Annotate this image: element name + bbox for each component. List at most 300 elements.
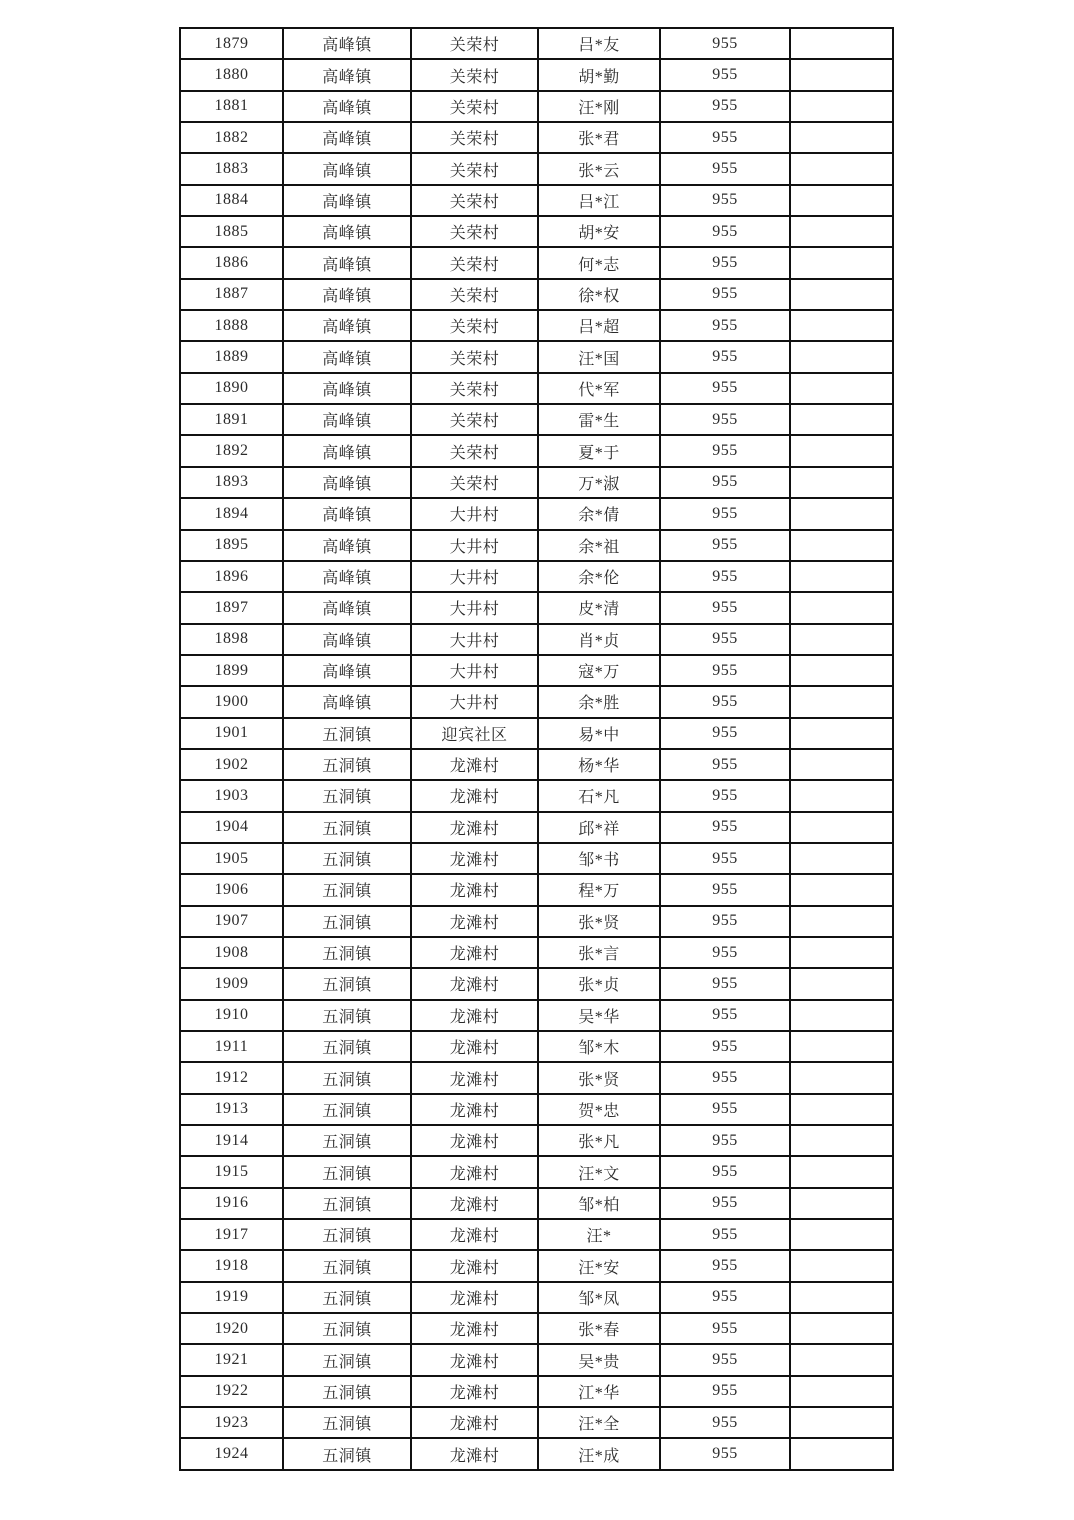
- village-cell: 龙滩村: [411, 968, 538, 999]
- note-cell: [790, 185, 893, 216]
- note-cell: [790, 216, 893, 247]
- note-cell: [790, 874, 893, 905]
- note-cell: [790, 28, 893, 59]
- table-row: [180, 1250, 893, 1281]
- town-cell: 五洞镇: [283, 1062, 411, 1093]
- seq-cell: 1891: [180, 404, 283, 435]
- seq-cell: 1920: [180, 1313, 283, 1344]
- seq-cell: 1902: [180, 749, 283, 780]
- roster-table-container: [179, 27, 894, 1471]
- village-cell: 龙滩村: [411, 1125, 538, 1156]
- town-cell: 五洞镇: [283, 1125, 411, 1156]
- note-cell: [790, 592, 893, 623]
- seq-cell: 1922: [180, 1376, 283, 1407]
- seq-cell: 1907: [180, 906, 283, 937]
- seq-cell: 1890: [180, 373, 283, 404]
- town-cell: 五洞镇: [283, 1000, 411, 1031]
- town-cell: 高峰镇: [283, 310, 411, 341]
- village-cell: 大井村: [411, 624, 538, 655]
- value-cell: 955: [660, 216, 790, 247]
- village-cell: 关荣村: [411, 404, 538, 435]
- town-cell: 高峰镇: [283, 91, 411, 122]
- table-row: [180, 937, 893, 968]
- village-cell: 龙滩村: [411, 843, 538, 874]
- town-cell: 五洞镇: [283, 1407, 411, 1438]
- seq-cell: 1888: [180, 310, 283, 341]
- name-cell: 汪*成: [538, 1438, 660, 1469]
- table-row: [180, 28, 893, 59]
- name-cell: 万*淑: [538, 467, 660, 498]
- table-row: [180, 1344, 893, 1375]
- note-cell: [790, 968, 893, 999]
- table-row: [180, 310, 893, 341]
- town-cell: 五洞镇: [283, 1156, 411, 1187]
- village-cell: 大井村: [411, 530, 538, 561]
- seq-cell: 1881: [180, 91, 283, 122]
- village-cell: 大井村: [411, 561, 538, 592]
- value-cell: 955: [660, 373, 790, 404]
- table-row: [180, 780, 893, 811]
- note-cell: [790, 812, 893, 843]
- town-cell: 五洞镇: [283, 937, 411, 968]
- town-cell: 五洞镇: [283, 843, 411, 874]
- town-cell: 高峰镇: [283, 467, 411, 498]
- town-cell: 高峰镇: [283, 247, 411, 278]
- table-row: [180, 718, 893, 749]
- seq-cell: 1884: [180, 185, 283, 216]
- town-cell: 高峰镇: [283, 624, 411, 655]
- table-row: [180, 1000, 893, 1031]
- town-cell: 五洞镇: [283, 1376, 411, 1407]
- seq-cell: 1924: [180, 1438, 283, 1469]
- value-cell: 955: [660, 718, 790, 749]
- seq-cell: 1910: [180, 1000, 283, 1031]
- seq-cell: 1909: [180, 968, 283, 999]
- town-cell: 五洞镇: [283, 906, 411, 937]
- village-cell: 大井村: [411, 655, 538, 686]
- value-cell: 955: [660, 749, 790, 780]
- village-cell: 龙滩村: [411, 1000, 538, 1031]
- village-cell: 关荣村: [411, 341, 538, 372]
- name-cell: 张*贤: [538, 906, 660, 937]
- village-cell: 关荣村: [411, 247, 538, 278]
- table-row: [180, 185, 893, 216]
- name-cell: 汪*国: [538, 341, 660, 372]
- name-cell: 邹*凤: [538, 1282, 660, 1313]
- name-cell: 汪*: [538, 1219, 660, 1250]
- note-cell: [790, 59, 893, 90]
- town-cell: 五洞镇: [283, 1313, 411, 1344]
- seq-cell: 1911: [180, 1031, 283, 1062]
- table-row: [180, 592, 893, 623]
- village-cell: 龙滩村: [411, 1188, 538, 1219]
- town-cell: 高峰镇: [283, 122, 411, 153]
- note-cell: [790, 937, 893, 968]
- table-row: [180, 467, 893, 498]
- table-row: [180, 530, 893, 561]
- value-cell: 955: [660, 624, 790, 655]
- town-cell: 五洞镇: [283, 780, 411, 811]
- village-cell: 龙滩村: [411, 1407, 538, 1438]
- value-cell: 955: [660, 404, 790, 435]
- village-cell: 大井村: [411, 592, 538, 623]
- name-cell: 邹*柏: [538, 1188, 660, 1219]
- town-cell: 五洞镇: [283, 1438, 411, 1469]
- table-row: [180, 686, 893, 717]
- note-cell: [790, 1000, 893, 1031]
- value-cell: 955: [660, 91, 790, 122]
- value-cell: 955: [660, 279, 790, 310]
- name-cell: 张*春: [538, 1313, 660, 1344]
- name-cell: 吕*友: [538, 28, 660, 59]
- table-row: [180, 1188, 893, 1219]
- village-cell: 关荣村: [411, 59, 538, 90]
- note-cell: [790, 1156, 893, 1187]
- table-row: [180, 404, 893, 435]
- table-row: [180, 153, 893, 184]
- village-cell: 龙滩村: [411, 1376, 538, 1407]
- seq-cell: 1899: [180, 655, 283, 686]
- name-cell: 雷*生: [538, 404, 660, 435]
- table-row: [180, 749, 893, 780]
- note-cell: [790, 1438, 893, 1469]
- village-cell: 龙滩村: [411, 812, 538, 843]
- table-row: [180, 91, 893, 122]
- seq-cell: 1914: [180, 1125, 283, 1156]
- town-cell: 高峰镇: [283, 185, 411, 216]
- note-cell: [790, 749, 893, 780]
- village-cell: 关荣村: [411, 28, 538, 59]
- name-cell: 吴*贵: [538, 1344, 660, 1375]
- town-cell: 高峰镇: [283, 655, 411, 686]
- town-cell: 五洞镇: [283, 1188, 411, 1219]
- name-cell: 肖*贞: [538, 624, 660, 655]
- village-cell: 龙滩村: [411, 937, 538, 968]
- town-cell: 五洞镇: [283, 718, 411, 749]
- village-cell: 大井村: [411, 498, 538, 529]
- table-row: [180, 624, 893, 655]
- village-cell: 龙滩村: [411, 1250, 538, 1281]
- note-cell: [790, 1407, 893, 1438]
- note-cell: [790, 247, 893, 278]
- table-row: [180, 122, 893, 153]
- name-cell: 余*倩: [538, 498, 660, 529]
- value-cell: 955: [660, 1062, 790, 1093]
- value-cell: 955: [660, 655, 790, 686]
- note-cell: [790, 843, 893, 874]
- village-cell: 大井村: [411, 686, 538, 717]
- value-cell: 955: [660, 28, 790, 59]
- town-cell: 高峰镇: [283, 216, 411, 247]
- seq-cell: 1880: [180, 59, 283, 90]
- value-cell: 955: [660, 530, 790, 561]
- value-cell: 955: [660, 843, 790, 874]
- note-cell: [790, 435, 893, 466]
- town-cell: 高峰镇: [283, 686, 411, 717]
- name-cell: 江*华: [538, 1376, 660, 1407]
- seq-cell: 1885: [180, 216, 283, 247]
- value-cell: 955: [660, 1407, 790, 1438]
- note-cell: [790, 1094, 893, 1125]
- name-cell: 胡*勤: [538, 59, 660, 90]
- village-cell: 龙滩村: [411, 874, 538, 905]
- value-cell: 955: [660, 1094, 790, 1125]
- note-cell: [790, 655, 893, 686]
- name-cell: 吕*超: [538, 310, 660, 341]
- seq-cell: 1882: [180, 122, 283, 153]
- value-cell: 955: [660, 498, 790, 529]
- seq-cell: 1918: [180, 1250, 283, 1281]
- village-cell: 关荣村: [411, 279, 538, 310]
- village-cell: 龙滩村: [411, 1344, 538, 1375]
- town-cell: 高峰镇: [283, 530, 411, 561]
- town-cell: 高峰镇: [283, 592, 411, 623]
- note-cell: [790, 404, 893, 435]
- table-row: [180, 373, 893, 404]
- village-cell: 龙滩村: [411, 906, 538, 937]
- name-cell: 汪*刚: [538, 91, 660, 122]
- town-cell: 五洞镇: [283, 1250, 411, 1281]
- name-cell: 杨*华: [538, 749, 660, 780]
- village-cell: 关荣村: [411, 122, 538, 153]
- note-cell: [790, 780, 893, 811]
- town-cell: 五洞镇: [283, 874, 411, 905]
- name-cell: 汪*安: [538, 1250, 660, 1281]
- seq-cell: 1886: [180, 247, 283, 278]
- village-cell: 龙滩村: [411, 749, 538, 780]
- table-row: [180, 341, 893, 372]
- note-cell: [790, 91, 893, 122]
- name-cell: 邹*书: [538, 843, 660, 874]
- name-cell: 石*凡: [538, 780, 660, 811]
- value-cell: 955: [660, 1438, 790, 1469]
- value-cell: 955: [660, 247, 790, 278]
- table-row: [180, 1031, 893, 1062]
- note-cell: [790, 153, 893, 184]
- village-cell: 龙滩村: [411, 1031, 538, 1062]
- village-cell: 关荣村: [411, 153, 538, 184]
- value-cell: 955: [660, 1250, 790, 1281]
- value-cell: 955: [660, 467, 790, 498]
- seq-cell: 1905: [180, 843, 283, 874]
- town-cell: 五洞镇: [283, 1219, 411, 1250]
- seq-cell: 1921: [180, 1344, 283, 1375]
- name-cell: 代*军: [538, 373, 660, 404]
- seq-cell: 1883: [180, 153, 283, 184]
- village-cell: 关荣村: [411, 91, 538, 122]
- name-cell: 余*伦: [538, 561, 660, 592]
- value-cell: 955: [660, 310, 790, 341]
- name-cell: 邹*木: [538, 1031, 660, 1062]
- table-row: [180, 874, 893, 905]
- name-cell: 寇*万: [538, 655, 660, 686]
- town-cell: 高峰镇: [283, 561, 411, 592]
- seq-cell: 1906: [180, 874, 283, 905]
- note-cell: [790, 624, 893, 655]
- value-cell: 955: [660, 968, 790, 999]
- value-cell: 955: [660, 812, 790, 843]
- seq-cell: 1879: [180, 28, 283, 59]
- table-row: [180, 1407, 893, 1438]
- name-cell: 余*祖: [538, 530, 660, 561]
- seq-cell: 1912: [180, 1062, 283, 1093]
- seq-cell: 1913: [180, 1094, 283, 1125]
- note-cell: [790, 1313, 893, 1344]
- note-cell: [790, 1250, 893, 1281]
- value-cell: 955: [660, 1188, 790, 1219]
- table-row: [180, 561, 893, 592]
- town-cell: 高峰镇: [283, 373, 411, 404]
- value-cell: 955: [660, 780, 790, 811]
- name-cell: 程*万: [538, 874, 660, 905]
- table-row: [180, 279, 893, 310]
- table-row: [180, 1094, 893, 1125]
- value-cell: 955: [660, 1313, 790, 1344]
- town-cell: 五洞镇: [283, 1282, 411, 1313]
- note-cell: [790, 1188, 893, 1219]
- town-cell: 高峰镇: [283, 435, 411, 466]
- note-cell: [790, 279, 893, 310]
- name-cell: 张*君: [538, 122, 660, 153]
- seq-cell: 1915: [180, 1156, 283, 1187]
- name-cell: 吕*江: [538, 185, 660, 216]
- town-cell: 五洞镇: [283, 1031, 411, 1062]
- value-cell: 955: [660, 906, 790, 937]
- name-cell: 皮*清: [538, 592, 660, 623]
- value-cell: 955: [660, 153, 790, 184]
- table-row: [180, 1219, 893, 1250]
- table-row: [180, 216, 893, 247]
- note-cell: [790, 498, 893, 529]
- note-cell: [790, 1219, 893, 1250]
- seq-cell: 1889: [180, 341, 283, 372]
- seq-cell: 1904: [180, 812, 283, 843]
- town-cell: 五洞镇: [283, 812, 411, 843]
- value-cell: 955: [660, 1156, 790, 1187]
- table-row: [180, 1313, 893, 1344]
- name-cell: 夏*于: [538, 435, 660, 466]
- seq-cell: 1916: [180, 1188, 283, 1219]
- seq-cell: 1901: [180, 718, 283, 749]
- seq-cell: 1908: [180, 937, 283, 968]
- village-cell: 龙滩村: [411, 1094, 538, 1125]
- table-row: [180, 812, 893, 843]
- village-cell: 龙滩村: [411, 780, 538, 811]
- village-cell: 龙滩村: [411, 1219, 538, 1250]
- town-cell: 五洞镇: [283, 968, 411, 999]
- value-cell: 955: [660, 1000, 790, 1031]
- village-cell: 龙滩村: [411, 1282, 538, 1313]
- seq-cell: 1923: [180, 1407, 283, 1438]
- village-cell: 关荣村: [411, 467, 538, 498]
- seq-cell: 1897: [180, 592, 283, 623]
- note-cell: [790, 1031, 893, 1062]
- table-row: [180, 843, 893, 874]
- value-cell: 955: [660, 122, 790, 153]
- note-cell: [790, 1344, 893, 1375]
- village-cell: 关荣村: [411, 185, 538, 216]
- name-cell: 余*胜: [538, 686, 660, 717]
- seq-cell: 1894: [180, 498, 283, 529]
- note-cell: [790, 718, 893, 749]
- note-cell: [790, 561, 893, 592]
- note-cell: [790, 1062, 893, 1093]
- seq-cell: 1895: [180, 530, 283, 561]
- table-row: [180, 906, 893, 937]
- table-body: [180, 28, 893, 1470]
- name-cell: 邱*祥: [538, 812, 660, 843]
- note-cell: [790, 1282, 893, 1313]
- town-cell: 五洞镇: [283, 749, 411, 780]
- value-cell: 955: [660, 1344, 790, 1375]
- value-cell: 955: [660, 1219, 790, 1250]
- name-cell: 胡*安: [538, 216, 660, 247]
- value-cell: 955: [660, 341, 790, 372]
- town-cell: 高峰镇: [283, 404, 411, 435]
- town-cell: 高峰镇: [283, 341, 411, 372]
- table-row: [180, 435, 893, 466]
- note-cell: [790, 1376, 893, 1407]
- value-cell: 955: [660, 59, 790, 90]
- name-cell: 何*志: [538, 247, 660, 278]
- value-cell: 955: [660, 592, 790, 623]
- note-cell: [790, 122, 893, 153]
- table-row: [180, 1438, 893, 1469]
- seq-cell: 1898: [180, 624, 283, 655]
- name-cell: 吴*华: [538, 1000, 660, 1031]
- name-cell: 汪*文: [538, 1156, 660, 1187]
- town-cell: 五洞镇: [283, 1344, 411, 1375]
- note-cell: [790, 341, 893, 372]
- seq-cell: 1887: [180, 279, 283, 310]
- town-cell: 高峰镇: [283, 153, 411, 184]
- village-cell: 关荣村: [411, 216, 538, 247]
- table-row: [180, 1282, 893, 1313]
- name-cell: 易*中: [538, 718, 660, 749]
- name-cell: 汪*全: [538, 1407, 660, 1438]
- village-cell: 龙滩村: [411, 1313, 538, 1344]
- village-cell: 龙滩村: [411, 1438, 538, 1469]
- town-cell: 高峰镇: [283, 498, 411, 529]
- name-cell: 张*贞: [538, 968, 660, 999]
- table-row: [180, 498, 893, 529]
- note-cell: [790, 1125, 893, 1156]
- seq-cell: 1892: [180, 435, 283, 466]
- name-cell: 张*贤: [538, 1062, 660, 1093]
- table-row: [180, 1156, 893, 1187]
- value-cell: 955: [660, 561, 790, 592]
- town-cell: 高峰镇: [283, 279, 411, 310]
- village-cell: 关荣村: [411, 310, 538, 341]
- table-row: [180, 59, 893, 90]
- name-cell: 张*言: [538, 937, 660, 968]
- value-cell: 955: [660, 435, 790, 466]
- village-cell: 关荣村: [411, 435, 538, 466]
- town-cell: 高峰镇: [283, 28, 411, 59]
- table-row: [180, 1062, 893, 1093]
- note-cell: [790, 530, 893, 561]
- note-cell: [790, 467, 893, 498]
- seq-cell: 1903: [180, 780, 283, 811]
- value-cell: 955: [660, 1031, 790, 1062]
- table-row: [180, 1376, 893, 1407]
- note-cell: [790, 686, 893, 717]
- table-row: [180, 968, 893, 999]
- table-row: [180, 1125, 893, 1156]
- name-cell: 贺*忠: [538, 1094, 660, 1125]
- seq-cell: 1917: [180, 1219, 283, 1250]
- value-cell: 955: [660, 185, 790, 216]
